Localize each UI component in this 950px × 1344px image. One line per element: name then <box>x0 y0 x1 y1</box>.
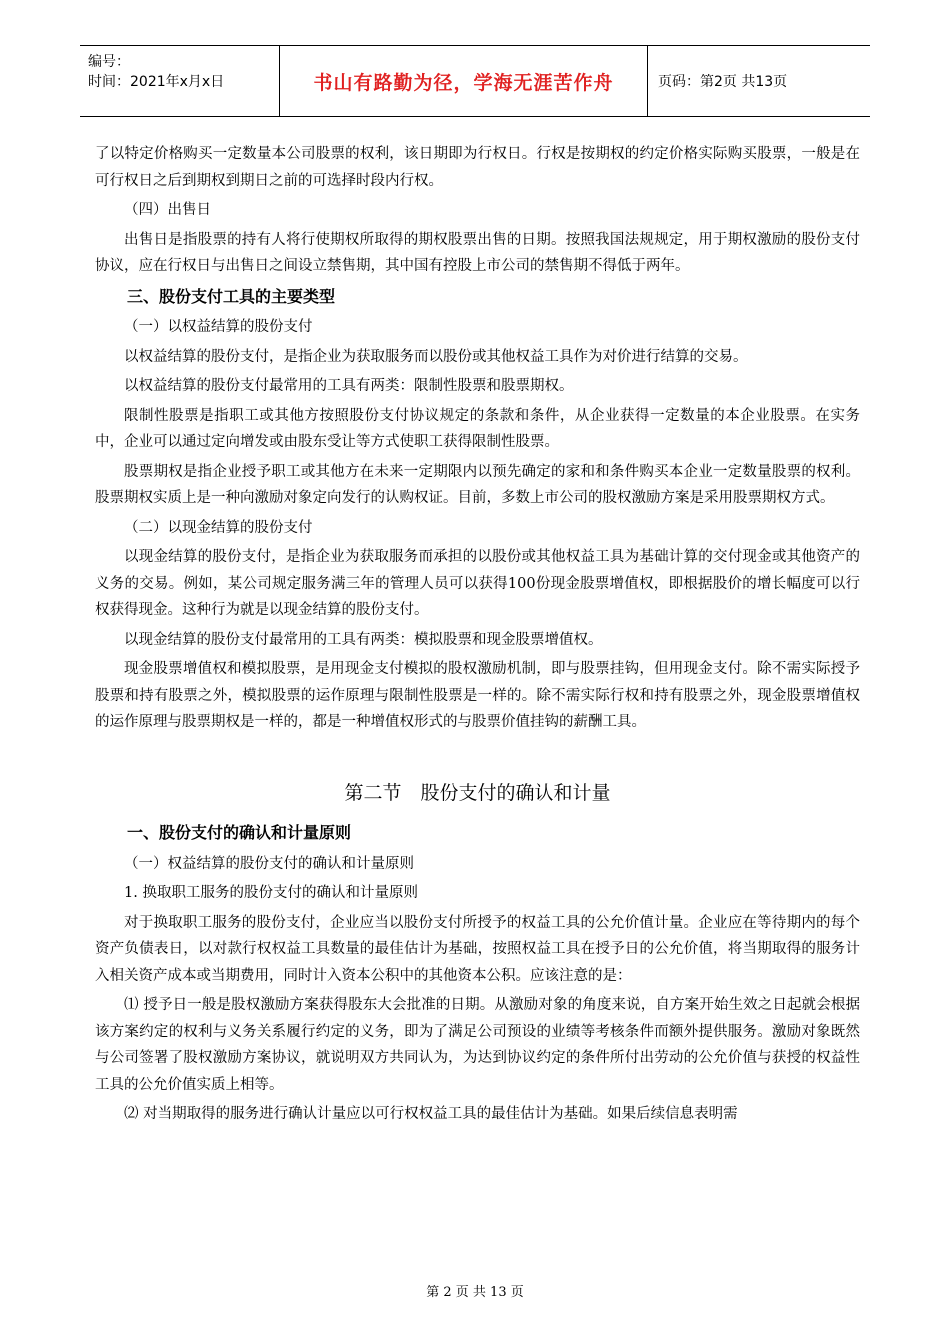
body-paragraph: 出售日是指股票的持有人将行使期权所取得的期权股票出售的日期。按照我国法规规定，用于期权激励的股份支付协议，应在行权日与出售日之间设立禁售期，其中国有控股上市公司的禁售期不得低于两年。 <box>95 231 860 274</box>
body-paragraph: （一）以权益结算的股份支付 <box>124 319 313 335</box>
document-time-label: 时间：2021年x月x日 <box>88 74 225 90</box>
body-paragraph: （四）出售日 <box>124 202 211 218</box>
body-paragraph: ⑵ 对当期取得的服务进行确认计量应以可行权权益工具的最佳估计为基础。如果后续信息表明需 <box>124 1106 738 1122</box>
body-paragraph: 现金股票增值权和模拟股票，是用现金支付模拟的股权激励机制，即与股票挂钩，但用现金支付。除不需实际授予股票和持有股票之外，模拟股票的运作原理与限制性股票是一样的。除不需实际行权和持有股票之外，现金股票增值权的运作原理与股票期权是一样的，都是一种增值权形式的与股票价值挂钩的薪酬工具。 <box>95 661 860 730</box>
body-paragraph: 以现金结算的股份支付最常用的工具有两类：模拟股票和现金股票增值权。 <box>124 631 603 648</box>
page-footer: 第 2 页 共 13 页 <box>426 1285 524 1300</box>
body-paragraph: 以现金结算的股份支付，是指企业为获取服务而承担的以股份或其他权益工具为基础计算的交付现金或其他资产的义务的交易。例如，某公司规定服务满三年的管理人员可以获得100份现金股票增值权，即根据股价的增长幅度可以行权获得现金。这种行为就是以现金结算的股份支付。 <box>95 549 860 618</box>
body-paragraph: 以权益结算的股份支付最常用的工具有两类：限制性股票和股票期权。 <box>124 378 574 394</box>
body-paragraph: 1. 换取职工服务的股份支付的确认和计量原则 <box>124 885 418 901</box>
header-page-info: 页码：第2页 共13页 <box>658 74 788 90</box>
body-paragraph: 股票期权是指企业授予职工或其他方在未来一定期限内以预先确定的家和和条件购买本企业一定数量股票的权利。股票期权实质上是一种向激励对象定向发行的认购权证。目前，多数上市公司的股权激励方案是采用股票期权方式。 <box>95 463 860 506</box>
header-meta <box>80 46 280 116</box>
chapter-section-title: 第二节 股份支付的确认和计量 <box>344 781 611 804</box>
document-body <box>95 141 860 1131</box>
body-paragraph: 对于换取职工服务的股份支付，企业应当以股份支付所授予的权益工具的公允价值计量。企业应在等待期内的每个资产负债表日，以对款行权权益工具数量的最佳估计为基础，按照权益工具在授予日的公允价值，将当期取得的服务计入相关资产成本或当期费用，同时计入资本公积中的其他资本公积。应该注意的是： <box>95 914 860 984</box>
body-paragraph: 了以特定价格购买一定数量本公司股票的权利，该日期即为行权日。行权是按期权的约定价格实际购买股票，一般是在可行权日之后到期权到期日之前的可选择时段内行权。 <box>95 146 860 189</box>
document-number-label: 编号： <box>88 54 130 70</box>
page-header <box>80 45 870 117</box>
body-paragraph: 限制性股票是指职工或其他方按照股份支付协议规定的条款和条件，从企业获得一定数量的本企业股票。在实务中，企业可以通过定向增发或由股东受让等方式使职工获得限制性股票。 <box>95 407 860 450</box>
body-paragraph: ⑴ 授予日一般是股权激励方案获得股东大会批准的日期。从激励对象的角度来说，自方案开始生效之日起就会根据该方案约定的权利与义务关系履行约定的义务，即为了满足公司预设的业绩等考核条件而额外提供服务。激励对象既然与公司签署了股权激励方案协议，就说明双方共同认为，为达到协议约定的条件所付出劳动的公允价值与获授的权益性工具的公允价值实质上相等。 <box>95 997 860 1093</box>
body-paragraph: 以权益结算的股份支付，是指企业为获取服务而以股份或其他权益工具作为对价进行结算的交易。 <box>124 348 748 365</box>
body-paragraph: （一）权益结算的股份支付的确认和计量原则 <box>124 855 414 872</box>
section-heading: 三、股份支付工具的主要类型 <box>127 286 336 306</box>
section-heading: 一、股份支付的确认和计量原则 <box>127 823 352 842</box>
header-motto: 书山有路勤为径，学海无涯苦作舟 <box>280 46 648 116</box>
body-paragraph: （二）以现金结算的股份支付 <box>124 519 313 536</box>
